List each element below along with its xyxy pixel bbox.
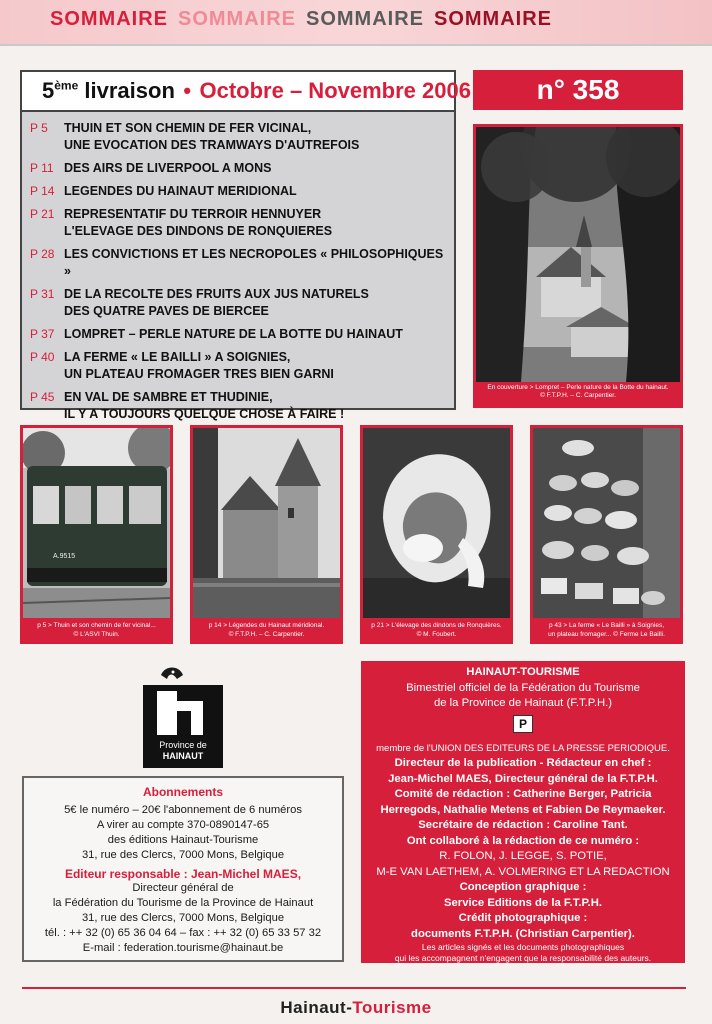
sommaire-banner — [0, 0, 712, 44]
credits-title: HAINAUT-TOURISME — [466, 666, 580, 678]
toc-item[interactable] — [30, 120, 444, 154]
press-union-icon — [513, 715, 533, 733]
toc-item[interactable] — [30, 286, 444, 320]
credits-line: Jean-Michel MAES, Directeur général de la F.T.P.H. — [388, 772, 658, 785]
cheese-photo — [533, 428, 680, 618]
turkey-image — [363, 428, 510, 618]
editor-line: la Fédération du Tourisme de la Province de Hainaut — [52, 897, 314, 909]
editor-contact: tél. : ++ 32 (0) 65 36 04 64 – fax : ++ 32 (0) 65 33 57 32 — [44, 927, 322, 939]
credits-disclaimer: Les articles signés et les documents photographiques — [421, 942, 625, 952]
credits-collab-line: R. FOLON, J. LEGGE, S. POTIE, — [439, 850, 607, 862]
subscription-heading: Abonnements — [142, 785, 223, 799]
toc-page: P 31 — [30, 287, 55, 301]
thumb-turkey — [360, 425, 513, 644]
toc-line: UNE EVOCATION DES TRAMWAYS D'AUTREFOIS — [64, 138, 360, 152]
issue-number: n° 358 — [473, 70, 683, 110]
livraison-suffix: ème — [54, 78, 79, 93]
banner-words — [50, 8, 562, 31]
logo-line: Province de — [159, 740, 207, 750]
credits-subtitle: Bimestriel officiel de la Fédération du Tourisme — [406, 681, 640, 694]
credits-line: Herregods, Nathalie Metens et Fabien De Reymaeker. — [380, 803, 666, 816]
thumb-tram — [20, 425, 173, 644]
credits-tail-line: Crédit photographique : — [458, 912, 588, 924]
cover-caption — [476, 384, 680, 400]
livraison-word: livraison — [84, 78, 175, 103]
footer-brand — [0, 998, 712, 1018]
toc-page: P 28 — [30, 247, 55, 261]
toc-page: P 40 — [30, 350, 55, 364]
toc-line: UN PLATEAU FROMAGER TRES BIEN GARNI — [64, 367, 334, 381]
toc-line: L'ELEVAGE DES DINDONS DE RONQUIERES — [64, 224, 333, 238]
toc-page: P 45 — [30, 390, 55, 404]
toc-line: LA FERME « LE BAILLI » A SOIGNIES, — [64, 350, 291, 364]
cover-caption-line: © F.T.P.H. – C. Carpentier. — [540, 392, 616, 399]
thumb-cheese — [530, 425, 683, 644]
credits-line: Directeur de la publication - Rédacteur en chef : — [394, 757, 652, 769]
credits-line: Secrétaire de rédaction : Caroline Tant. — [418, 819, 628, 831]
toc-title — [64, 326, 403, 343]
toc-title — [64, 286, 369, 320]
credits-tail-line: Service Editions de la F.T.P.H. — [443, 896, 602, 909]
editor-line: 31, rue des Clercs, 7000 Mons, Belgique — [81, 912, 285, 924]
editor-line: Directeur général de — [132, 882, 234, 894]
village-through-trees-image — [476, 127, 680, 382]
toc-line: THUIN ET SON CHEMIN DE FER VICINAL, — [64, 121, 312, 135]
thumb-caption — [23, 621, 170, 639]
castle-photo — [193, 428, 340, 618]
press-union-mark: P — [519, 716, 528, 731]
credits-disclaimer: qui les accompagnent n'engagent que la responsabilité des auteurs. — [394, 953, 652, 963]
toc-line: DE LA RECOLTE DES FRUITS AUX JUS NATURELS — [64, 287, 369, 301]
toc-header — [22, 72, 471, 112]
toc-title — [64, 389, 344, 423]
toc-item[interactable] — [30, 389, 444, 423]
toc-line: LES CONVICTIONS ET LES NECROPOLES « PHILOSOPHIQUES » — [64, 247, 444, 278]
top-rule — [0, 44, 712, 46]
toc-line: LOMPRET – PERLE NATURE DE LA BOTTE DU HAINAUT — [64, 327, 403, 341]
credits-line: Comité de rédaction : Catherine Berger, Patricia — [394, 788, 652, 800]
livraison-number: 5 — [42, 78, 55, 103]
logo-line: HAINAUT — [162, 751, 204, 761]
credits-tail-line: documents F.T.P.H. (Christian Carpentier). — [411, 927, 635, 940]
thumb-caption — [193, 621, 340, 639]
cover-caption-line: En couverture > Lompret – Perle nature de la Botte du hainaut. — [487, 384, 669, 391]
banner-word: SOMMAIRE — [50, 8, 168, 30]
tram-photo — [23, 428, 170, 618]
issue-date: Octobre – Novembre 2006 — [199, 78, 471, 103]
subscription-line: A virer au compte 370-0890147-65 — [96, 819, 270, 831]
thumb-caption-line: un plateau fromager... © Ferme Le Bailli. — [548, 631, 665, 638]
thumb-caption-line: p 14 > Légendes du Hainaut méridional. — [208, 622, 325, 629]
bottom-rule — [22, 987, 686, 989]
credits-box — [361, 661, 685, 963]
subscription-line: des éditions Hainaut-Tourisme — [107, 834, 259, 846]
toc-item[interactable] — [30, 246, 444, 280]
toc-title — [64, 120, 359, 154]
toc-list — [22, 112, 454, 423]
thumb-caption — [363, 621, 510, 639]
tram-code: A.9515 — [53, 553, 76, 560]
toc-page: P 21 — [30, 207, 55, 221]
toc-page: P 5 — [30, 121, 48, 135]
toc-line: DES AIRS DE LIVERPOOL A MONS — [64, 161, 272, 175]
toc-line: IL Y A TOUJOURS QUELQUE CHOSE À FAIRE ! — [64, 407, 345, 421]
thumb-caption-line: © F.T.P.H. – C. Carpentier. — [228, 631, 305, 638]
toc-item[interactable] — [30, 160, 444, 177]
toc-title — [64, 183, 297, 200]
editor-email[interactable]: E-mail : federation.tourisme@hainaut.be — [82, 942, 284, 954]
toc-item[interactable] — [30, 206, 444, 240]
banner-word: SOMMAIRE — [434, 8, 552, 30]
thumb-caption-line: © L'ASVI Thuin. — [73, 631, 120, 638]
toc-page: P 37 — [30, 327, 55, 341]
cover-photo-card — [473, 124, 683, 408]
table-of-contents — [20, 70, 471, 421]
thumb-caption-line: p 5 > Thuin et son chemin de fer vicinal... — [37, 622, 156, 629]
credits-member: membre de l'UNION DES EDITEURS DE LA PRESSE PERIODIQUE. — [376, 742, 670, 754]
thumb-caption-line: © M. Foubert. — [416, 631, 457, 638]
tram-image — [23, 428, 170, 618]
toc-line: EN VAL DE SAMBRE ET THUDINIE, — [64, 390, 273, 404]
toc-line: REPRESENTATIF DU TERROIR HENNUYER — [64, 207, 322, 221]
toc-item[interactable] — [30, 349, 444, 383]
footer-brand-part1: Hainaut- — [280, 998, 353, 1017]
subscription-box — [22, 776, 344, 962]
toc-title — [64, 206, 332, 240]
footer-brand-part2: Tourisme — [352, 998, 432, 1017]
editor-heading: Editeur responsable : Jean-Michel MAES, — [64, 867, 302, 881]
livraison-label — [42, 78, 175, 103]
toc-page: P 14 — [30, 184, 55, 198]
thumb-caption-line: p 21 > L'élevage des dindons de Ronquières. — [371, 622, 502, 629]
subscription-line: 31, rue des Clercs, 7000 Mons, Belgique — [81, 849, 285, 861]
banner-word: SOMMAIRE — [178, 8, 296, 30]
toc-line: DES QUATRE PAVES DE BIERCEE — [64, 304, 269, 318]
toc-page: P 11 — [30, 161, 54, 175]
subscription-lines — [24, 803, 342, 863]
thumb-caption — [533, 621, 680, 639]
credits-collab-heading: Ont collaboré à la rédaction de ce numéro : — [406, 834, 640, 847]
credits-collab-line: M-E VAN LAETHEM, A. VOLMERING ET LA REDACTION — [376, 865, 670, 878]
header-bullet: • — [183, 78, 192, 103]
thumb-castle — [190, 425, 343, 644]
toc-title — [64, 246, 444, 280]
turkey-photo — [363, 428, 510, 618]
castle-image — [193, 428, 340, 618]
thumb-caption-line: p 43 > La ferme « Le Bailli » à Soignies, — [548, 622, 665, 629]
toc-title — [64, 160, 271, 177]
toc-item[interactable] — [30, 183, 444, 200]
cheese-image — [533, 428, 680, 618]
subscription-line: 5€ le numéro – 20€ l'abonnement de 6 numéros — [64, 804, 302, 816]
credits-tail-line: Conception graphique : — [459, 881, 587, 893]
credits-subtitle: de la Province de Hainaut (F.T.P.H.) — [433, 697, 613, 709]
toc-line: LEGENDES DU HAINAUT MERIDIONAL — [64, 184, 297, 198]
cover-photo — [476, 127, 680, 382]
province-logo-text — [143, 740, 223, 762]
toc-title — [64, 349, 334, 383]
banner-word: SOMMAIRE — [306, 8, 424, 30]
toc-item[interactable] — [30, 326, 444, 343]
